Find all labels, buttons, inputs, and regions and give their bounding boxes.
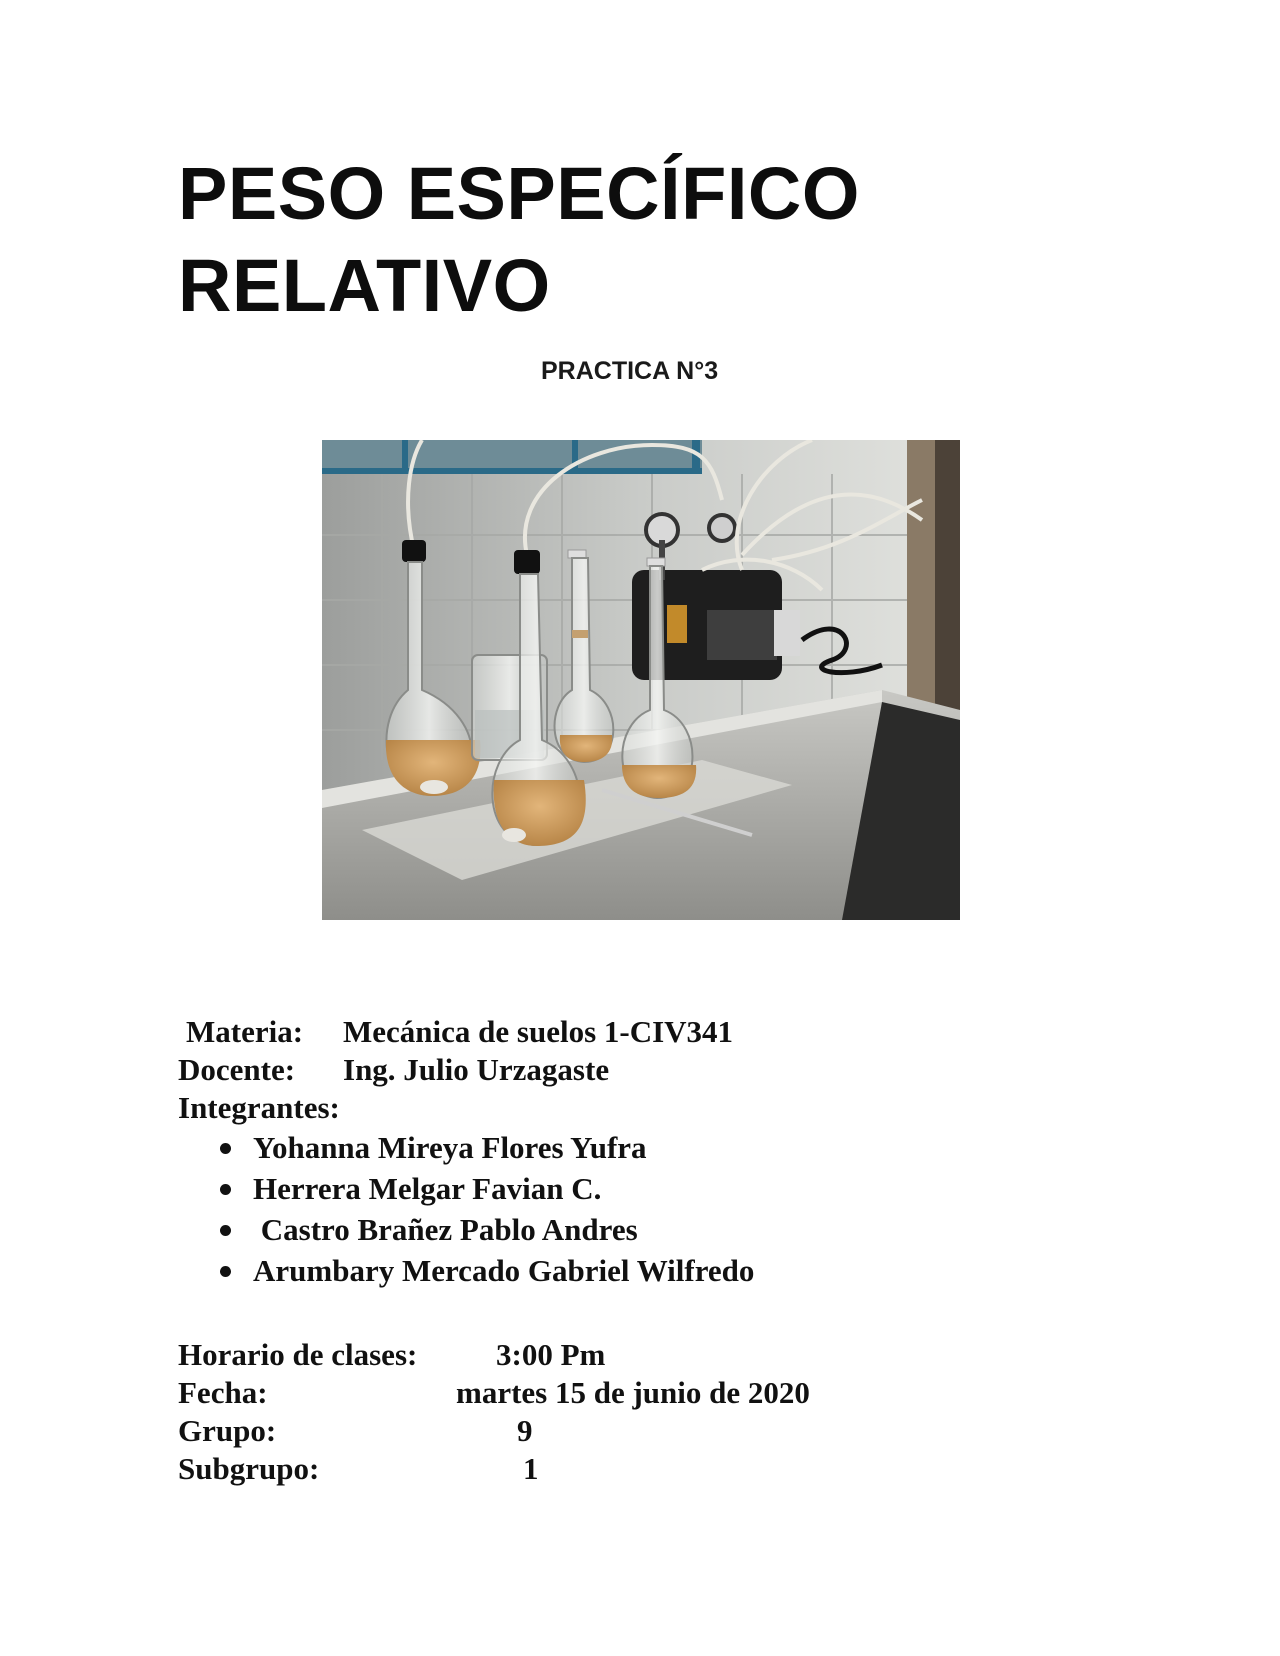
docente-value: Ing. Julio Urzagaste <box>343 1052 610 1087</box>
grupo-label: Grupo: <box>178 1413 277 1448</box>
member-name: Yohanna Mireya Flores Yufra <box>253 1130 647 1165</box>
list-item <box>178 1127 754 1168</box>
cover-info <box>178 1013 1078 1486</box>
list-item <box>178 1250 754 1291</box>
lab-photo <box>322 440 960 920</box>
fecha-value: martes 15 de junio de 2020 <box>456 1375 810 1410</box>
list-item <box>178 1168 754 1209</box>
subgrupo-value: 1 <box>523 1451 539 1486</box>
integrantes-label: Integrantes: <box>178 1090 340 1125</box>
list-item <box>178 1209 754 1250</box>
integrantes-list <box>178 1127 754 1291</box>
horario-value: 3:00 Pm <box>496 1337 606 1372</box>
docente-label: Docente: <box>178 1052 296 1087</box>
member-name: Castro Brañez Pablo Andres <box>253 1212 638 1247</box>
member-name: Herrera Melgar Favian C. <box>253 1171 602 1206</box>
practice-number: PRACTICA N°3 <box>541 357 719 385</box>
bullet-icon <box>220 1184 231 1195</box>
document-title <box>178 148 860 332</box>
grupo-value: 9 <box>517 1413 533 1448</box>
materia-value: Mecánica de suelos 1-CIV341 <box>343 1014 734 1049</box>
member-name: Arumbary Mercado Gabriel Wilfredo <box>253 1253 755 1288</box>
bullet-icon <box>220 1225 231 1236</box>
title-line-1: PESO ESPECÍFICO <box>178 152 860 235</box>
materia-label: Materia: <box>186 1014 304 1049</box>
bullet-icon <box>220 1143 231 1154</box>
title-line-2: RELATIVO <box>178 244 551 327</box>
fecha-label: Fecha: <box>178 1375 268 1410</box>
subgrupo-label: Subgrupo: <box>178 1451 320 1486</box>
bullet-icon <box>220 1266 231 1277</box>
horario-label: Horario de clases: <box>178 1337 418 1372</box>
